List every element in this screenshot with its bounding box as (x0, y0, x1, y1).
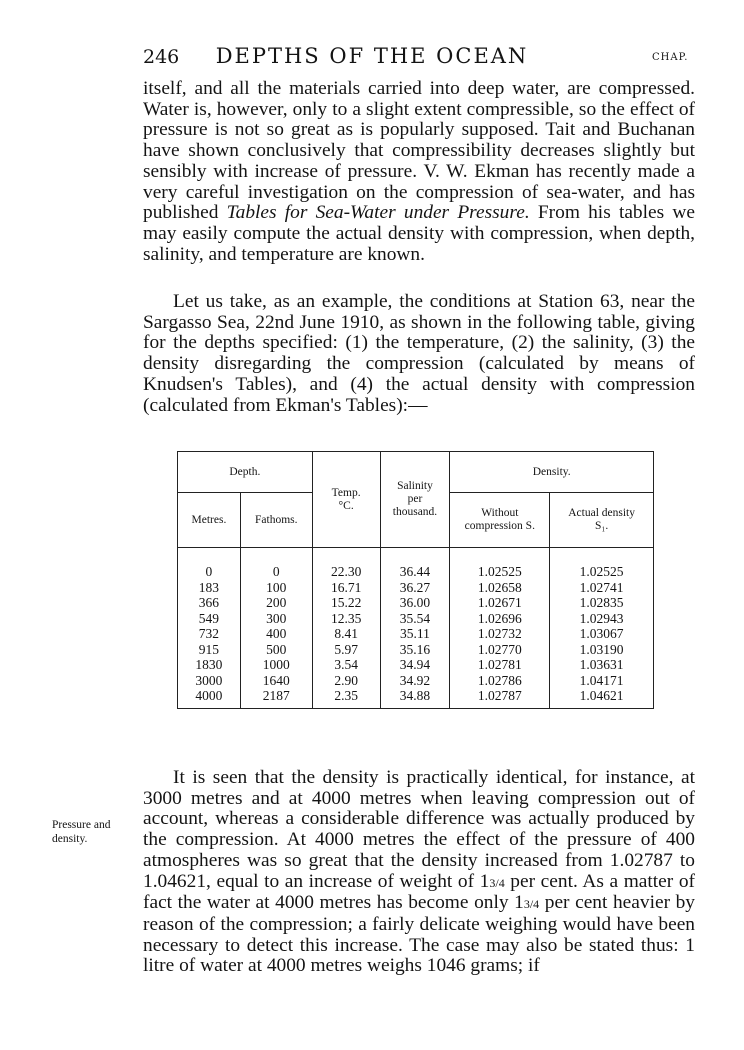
table-row (178, 611, 654, 627)
cell-actual: 1.03631 (550, 657, 654, 673)
fraction: 3/4 (489, 875, 505, 890)
cell-salinity: 34.94 (380, 657, 450, 673)
cell-fathoms: 1000 (240, 657, 312, 673)
cell-salinity: 35.16 (380, 642, 450, 658)
cell-temp: 15.22 (312, 595, 380, 611)
paragraph-station-example (143, 292, 695, 416)
cell-salinity: 36.27 (380, 580, 450, 596)
cell-fathoms: 100 (240, 580, 312, 596)
cell-actual: 1.02741 (550, 580, 654, 596)
cell-fathoms: 400 (240, 626, 312, 642)
page-number: 246 (143, 46, 180, 68)
table-row (178, 626, 654, 642)
paragraph-text: per cent heavier by reason of the compression; a fairly delicate weighing would have been necessary to detect this increase. The case may also be stated thus: 1 litre of water at 4000 metres weighs 1046 grams; if (143, 892, 695, 977)
cell-fathoms: 0 (240, 564, 312, 580)
table-row (178, 595, 654, 611)
cell-without: 1.02525 (450, 564, 550, 580)
paragraph-text: itself, and all the materials carried into deep water, are compressed. Water is, however, only to a slight extent compressible, so the effect of pressure is not so great as is popularly supposed. Tait and Buchanan have shown conclusively that compressibility decreases slightly but sensibly with increase of pressure. V. W. Ekman has recently made a very careful investigation on the compression of sea-water, and has published (143, 78, 695, 224)
table-row (178, 673, 654, 689)
cell-without: 1.02770 (450, 642, 550, 658)
cell-salinity: 35.11 (380, 626, 450, 642)
cell-salinity: 36.00 (380, 595, 450, 611)
cell-temp: 5.97 (312, 642, 380, 658)
table-row (178, 642, 654, 658)
cell-metres: 549 (178, 611, 241, 627)
cell-without: 1.02786 (450, 673, 550, 689)
cell-fathoms: 2187 (240, 688, 312, 708)
cell-metres: 366 (178, 595, 241, 611)
table-row (178, 564, 654, 580)
header-salinity: Salinity per thousand. (380, 452, 450, 548)
cell-fathoms: 1640 (240, 673, 312, 689)
table-row (178, 580, 654, 596)
cell-salinity: 35.54 (380, 611, 450, 627)
cell-without: 1.02787 (450, 688, 550, 708)
cell-metres: 183 (178, 580, 241, 596)
cell-temp: 12.35 (312, 611, 380, 627)
cell-metres: 0 (178, 564, 241, 580)
margin-note-line: Pressure and (52, 819, 111, 831)
cell-actual: 1.04621 (550, 688, 654, 708)
cell-temp: 22.30 (312, 564, 380, 580)
cell-without: 1.02696 (450, 611, 550, 627)
cell-temp: 16.71 (312, 580, 380, 596)
cell-actual: 1.02835 (550, 595, 654, 611)
header-depth: Depth. (178, 452, 313, 493)
cell-actual: 1.02525 (550, 564, 654, 580)
cell-metres: 732 (178, 626, 241, 642)
book-title-italic: Tables for Sea-Water under Pressure. (226, 202, 530, 224)
cell-actual: 1.04171 (550, 673, 654, 689)
cell-temp: 8.41 (312, 626, 380, 642)
margin-note (52, 818, 132, 846)
cell-temp: 2.35 (312, 688, 380, 708)
header-density: Density. (450, 452, 654, 493)
table-row (178, 657, 654, 673)
header-without-compression: Without compression S. (450, 493, 550, 548)
cell-actual: 1.02943 (550, 611, 654, 627)
header-actual-density: Actual density S₁. (550, 493, 654, 548)
cell-metres: 915 (178, 642, 241, 658)
density-table-container (177, 451, 654, 709)
cell-without: 1.02671 (450, 595, 550, 611)
cell-actual: 1.03190 (550, 642, 654, 658)
fraction: 3/4 (523, 897, 540, 912)
cell-without: 1.02781 (450, 657, 550, 673)
table-row (178, 688, 654, 708)
cell-actual: 1.03067 (550, 626, 654, 642)
density-table (177, 451, 654, 709)
cell-salinity: 34.92 (380, 673, 450, 689)
cell-metres: 3000 (178, 673, 241, 689)
paragraph-density-discussion (143, 768, 695, 977)
page-header (0, 44, 744, 74)
header-fathoms: Fathoms. (240, 493, 312, 548)
paragraph-text: per cent. As a matter of fact the water at 4000 metres has become only 1 (143, 870, 695, 914)
cell-metres: 1830 (178, 657, 241, 673)
paragraph-text: It is seen that the density is practically identical, for instance, at 3000 metres and at 4000 metres when leaving compression out of account, whereas a considerable difference was actually produced by the compression. At 4000 metres the effect of the pressure of 400 atmospheres was so great that the density increased from 1.02787 to 1.04621, equal to an increase of weight of 1 (143, 767, 695, 892)
header-metres: Metres. (178, 493, 241, 548)
paragraph-text: From his tables we may easily compute the actual density with compression, when depth, salinity, and temperature are known. (143, 202, 695, 265)
cell-fathoms: 200 (240, 595, 312, 611)
running-title: DEPTHS OF THE OCEAN (215, 44, 529, 68)
cell-without: 1.02732 (450, 626, 550, 642)
paragraph-compression-intro (143, 79, 695, 265)
cell-temp: 2.90 (312, 673, 380, 689)
paragraph-text: Let us take, as an example, the conditions at Station 63, near the Sargasso Sea, 22nd June 1910, as shown in the following table, giving for the depths specified: (1) the temperature, (2) the salinity, (3) the density disregarding the compression (calculated by means of Knudsen's Tables), and (4) the actual density with compression (calculated from Ekman's Tables):— (143, 291, 695, 416)
cell-temp: 3.54 (312, 657, 380, 673)
header-temp: Temp. °C. (312, 452, 380, 548)
cell-salinity: 36.44 (380, 564, 450, 580)
cell-fathoms: 300 (240, 611, 312, 627)
cell-without: 1.02658 (450, 580, 550, 596)
cell-metres: 4000 (178, 688, 241, 708)
cell-fathoms: 500 (240, 642, 312, 658)
cell-salinity: 34.88 (380, 688, 450, 708)
chapter-mark: CHAP. (652, 52, 689, 63)
margin-note-line: density. (52, 833, 88, 845)
